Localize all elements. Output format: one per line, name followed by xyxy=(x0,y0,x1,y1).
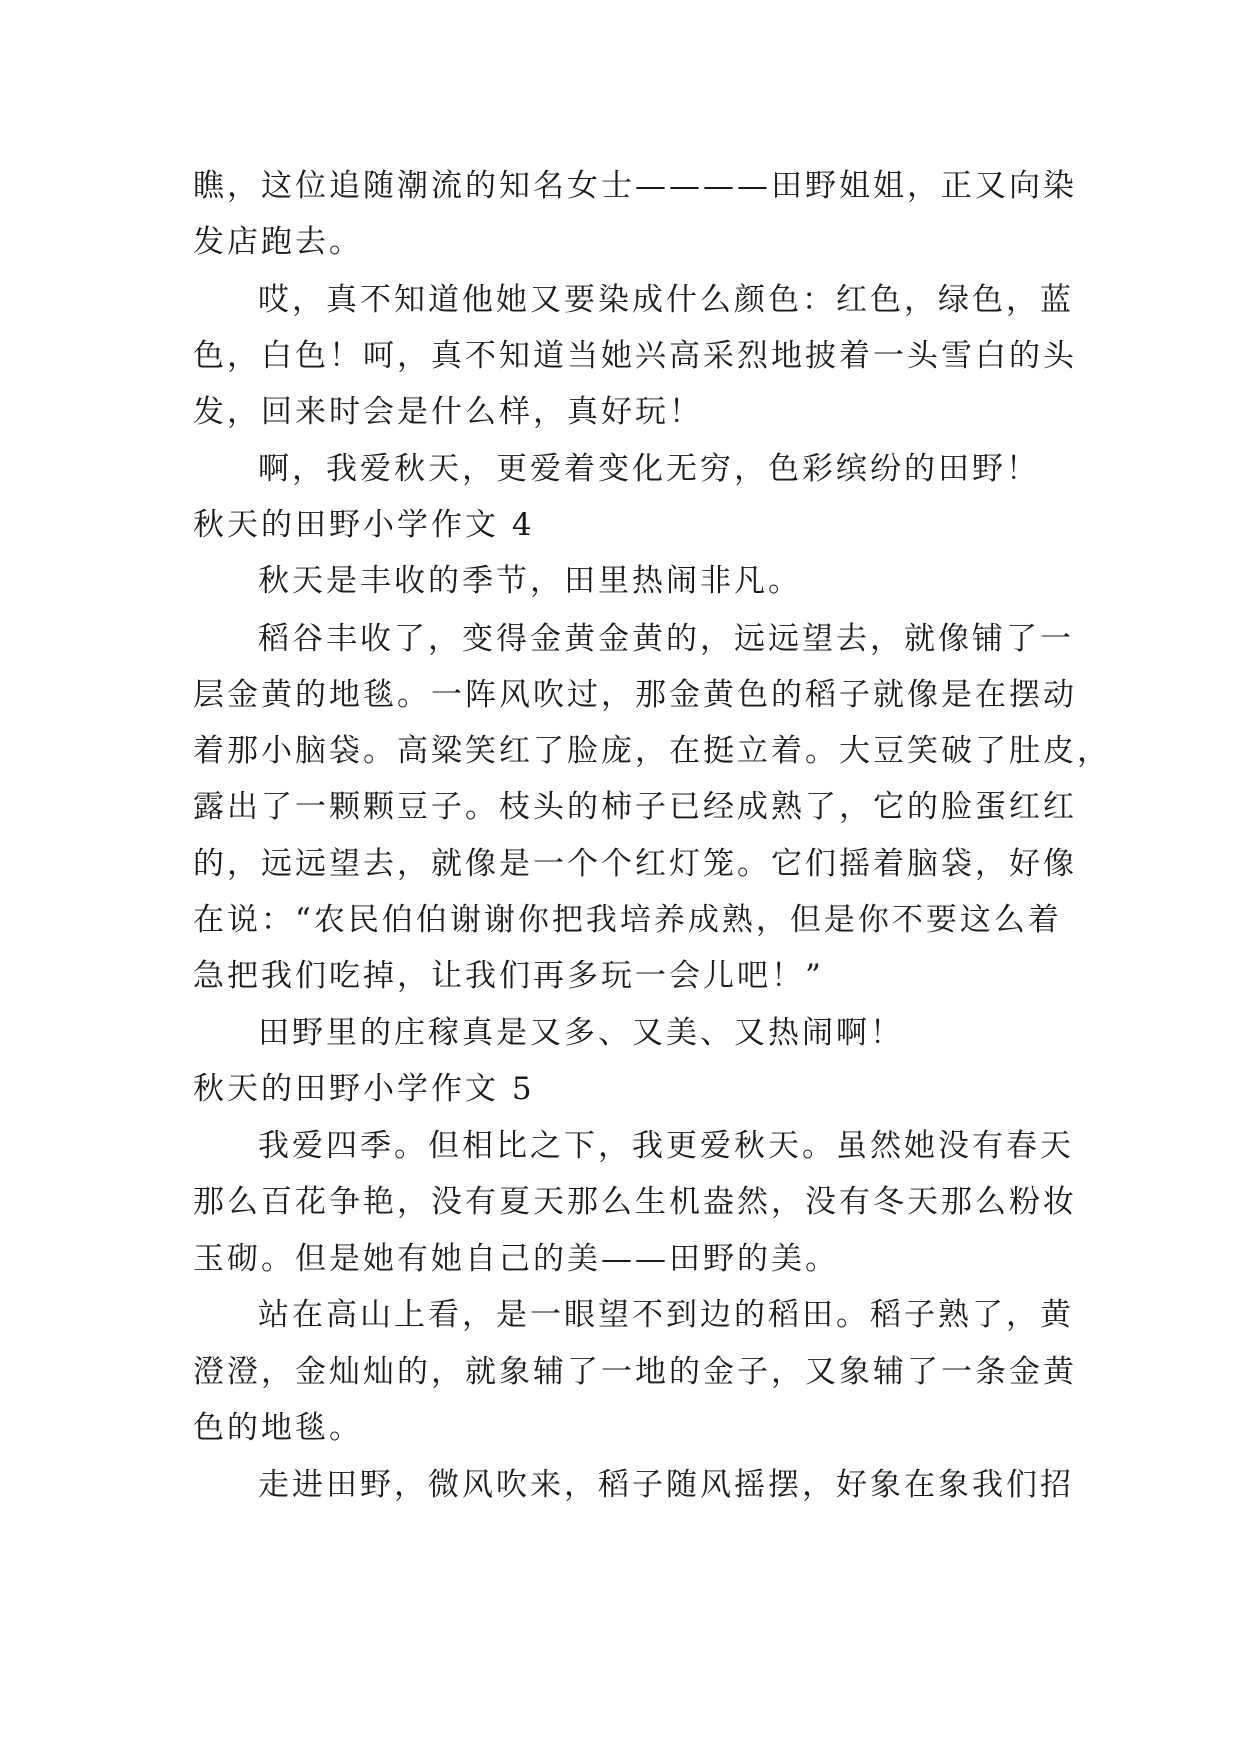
paragraph-line: 急把我们吃掉，让我们再多玩一会儿吧！” xyxy=(193,958,824,994)
paragraph-line: 发，回来时会是什么样，真好玩！ xyxy=(193,394,703,430)
paragraph-line: 露出了一颗颗豆子。枝头的柿子已经成熟了，它的脸蛋红红 xyxy=(193,789,1077,825)
paragraph-line: 田野里的庄稼真是又多、又美、又热闹啊！ xyxy=(258,1015,904,1051)
paragraph-line: 色的地毯。 xyxy=(193,1410,363,1446)
paragraph-line: 在说：“农民伯伯谢谢你把我培养成熟，但是你不要这么着 xyxy=(193,902,1062,938)
paragraph-line: 秋天是丰收的季节，田里热闹非凡。 xyxy=(258,563,802,599)
paragraph-line: 玉砌。但是她有她自己的美——田野的美。 xyxy=(193,1241,839,1277)
paragraph-line: 的，远远望去，就像是一个个红灯笼。它们摇着脑袋，好像 xyxy=(193,846,1077,882)
paragraph-line: 层金黄的地毯。一阵风吹过，那金黄色的稻子就像是在摆动 xyxy=(193,677,1077,713)
paragraph-line: 稻谷丰收了，变得金黄金黄的，远远望去，就像铺了一 xyxy=(258,621,1074,657)
section-heading: 秋天的田野小学作文 4 xyxy=(193,507,535,543)
section-heading: 秋天的田野小学作文 5 xyxy=(193,1071,535,1107)
paragraph-line: 瞧，这位追随潮流的知名女士————田野姐姐，正又向染 xyxy=(193,168,1077,204)
paragraph-line: 澄澄，金灿灿的，就象辅了一地的金子，又象辅了一条金黄 xyxy=(193,1354,1077,1390)
paragraph-line: 哎，真不知道他她又要染成什么颜色：红色，绿色，蓝 xyxy=(258,282,1074,318)
paragraph-line: 啊，我爱秋天，更爱着变化无穷，色彩缤纷的田野！ xyxy=(258,451,1040,487)
paragraph-line: 着那小脑袋。高粱笑红了脸庞，在挺立着。大豆笑破了肚皮， xyxy=(193,733,1111,769)
paragraph-line: 我爱四季。但相比之下，我更爱秋天。虽然她没有春天 xyxy=(258,1128,1074,1164)
paragraph-line: 色，白色！呵，真不知道当她兴高采烈地披着一头雪白的头 xyxy=(193,338,1077,374)
paragraph-line: 发店跑去。 xyxy=(193,224,363,260)
paragraph-line: 走进田野，微风吹来，稻子随风摇摆，好象在象我们招 xyxy=(258,1467,1074,1503)
paragraph-line: 站在高山上看，是一眼望不到边的稻田。稻子熟了，黄 xyxy=(258,1297,1074,1333)
paragraph-line: 那么百花争艳，没有夏天那么生机盎然，没有冬天那么粉妆 xyxy=(193,1184,1077,1220)
